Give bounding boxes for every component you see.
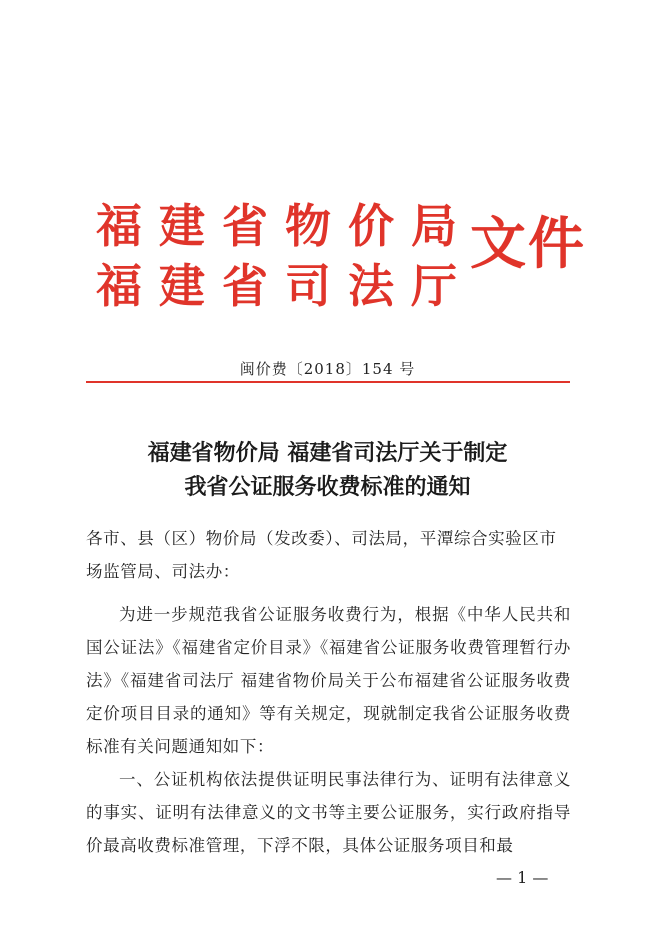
body-paragraph-2: 一、公证机构依法提供证明民事法律行为、证明有法律意义的事实、证明有法律意义的文书等主要公证服务，实行政府指导价最高收费标准管理，下浮不限，具体公证服务项目和最	[86, 770, 571, 855]
title-line-1: 福建省物价局 福建省司法厅关于制定	[147, 440, 508, 466]
title-line-2: 我省公证服务收费标准的通知	[184, 474, 471, 500]
document-label: 文件	[470, 211, 586, 277]
page-number: — 1 —	[496, 868, 549, 887]
document-number: 闽价费〔2018〕154 号	[239, 360, 416, 378]
issuer-price-bureau: 福建省物价局	[96, 199, 474, 253]
document-title	[0, 436, 655, 504]
issuing-agencies	[96, 196, 474, 316]
document-body	[86, 522, 571, 862]
issuer-justice-department: 福建省司法厅	[96, 259, 474, 313]
red-divider-line	[86, 381, 570, 383]
body-paragraph-1: 为进一步规范我省公证服务收费行为，根据《中华人民共和国公证法》《福建省定价目录》《福建省公证服务收费管理暂行办法》《福建省司法厅 福建省物价局关于公布福建省公证服务收费定价项目目录的通知》等有关规定，现就制定我省公证服务收费标准有关问题通知如下：	[86, 605, 571, 756]
salutation: 各市、县（区）物价局（发改委）、司法局，平潭综合实验区市场监管局、司法办：	[86, 529, 557, 581]
